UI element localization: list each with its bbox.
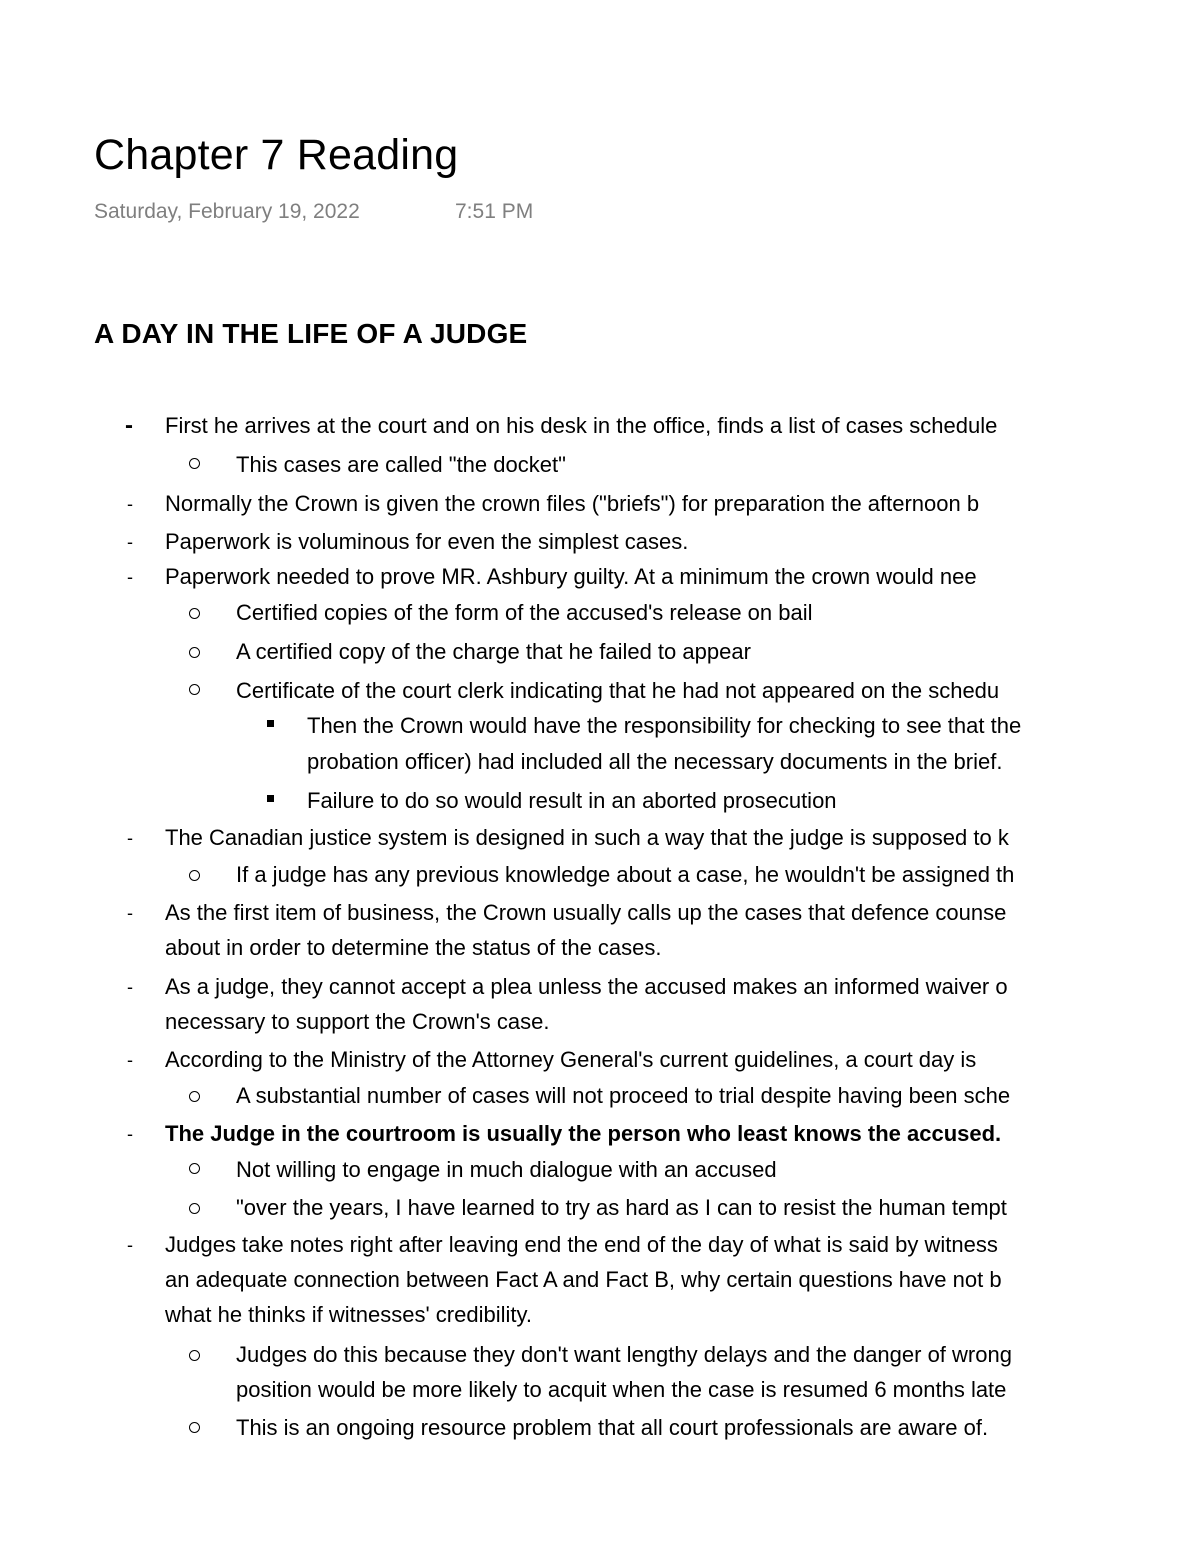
list-item: First he arrives at the court and on his desk in the office, finds a list of cases schedule [165,413,998,438]
list-item: As the first item of business, the Crown usually calls up the cases that defence counse [165,900,1007,925]
list-item: A certified copy of the charge that he failed to appear [236,639,751,664]
circle-bullet-icon [189,608,200,619]
list-item: Certified copies of the form of the accused's release on bail [236,600,813,625]
list-item-continuation: about in order to determine the status of the cases. [165,935,662,960]
circle-bullet-icon [189,1203,200,1214]
list-item: "over the years, I have learned to try as hard as I can to resist the human tempt [236,1195,1007,1220]
list-item: If a judge has any previous knowledge about a case, he wouldn't be assigned th [236,862,1015,887]
list-item-emphasis: The Judge in the courtroom is usually the person who least knows the accused. [165,1121,1002,1146]
dash-bullet-icon: - [127,828,133,848]
list-item: Judges take notes right after leaving end the end of the day of what is said by witness [165,1232,998,1257]
list-item: Normally the Crown is given the crown files ("briefs") for preparation the afternoon b [165,491,980,516]
list-item-continuation: position would be more likely to acquit when the case is resumed 6 months late [236,1377,1007,1402]
dash-bullet-icon: - [127,1050,133,1070]
square-bullet-icon [267,795,274,802]
list-item: The Canadian justice system is designed in such a way that the judge is supposed to k [165,825,1009,850]
dash-bullet-icon: - [127,1124,133,1144]
list-item: Failure to do so would result in an aborted prosecution [307,788,837,813]
circle-bullet-icon [189,1163,200,1174]
page-title: Chapter 7 Reading [94,131,459,179]
list-item: This is an ongoing resource problem that all court professionals are aware of. [236,1415,989,1440]
circle-bullet-icon [189,684,200,695]
list-item-continuation: probation officer) had included all the necessary documents in the brief. [307,749,1003,774]
dash-bullet-icon: - [127,1235,133,1255]
list-item: Paperwork is voluminous for even the simplest cases. [165,529,689,554]
page-time: 7:51 PM [455,200,534,223]
list-item: As a judge, they cannot accept a plea unless the accused makes an informed waiver o [165,974,1008,999]
section-heading: A DAY IN THE LIFE OF A JUDGE [94,318,528,349]
list-item: Paperwork needed to prove MR. Ashbury guilty. At a minimum the crown would nee [165,564,977,589]
page-date: Saturday, February 19, 2022 [94,200,360,223]
list-item: Certificate of the court clerk indicating that he had not appeared on the schedu [236,678,1000,703]
circle-bullet-icon [189,1091,200,1102]
circle-bullet-icon [189,647,200,658]
dash-bullet-icon: - [127,494,133,514]
list-item-continuation: an adequate connection between Fact A and Fact B, why certain questions have not b [165,1267,1002,1292]
dash-bullet-icon: - [127,567,133,587]
list-item: According to the Ministry of the Attorney General's current guidelines, a court day is [165,1047,977,1072]
dash-bullet-icon: - [127,977,133,997]
dash-bullet-icon: - [125,412,133,439]
list-item: Not willing to engage in much dialogue with an accused [236,1157,777,1182]
list-item: Then the Crown would have the responsibility for checking to see that the [307,713,1022,738]
list-item-continuation: necessary to support the Crown's case. [165,1009,550,1034]
circle-bullet-icon [189,870,200,881]
list-item: A substantial number of cases will not proceed to trial despite having been sche [236,1083,1011,1108]
circle-bullet-icon [189,1350,200,1361]
circle-bullet-icon [189,458,200,469]
list-item: This cases are called "the docket" [236,452,566,477]
list-item: Judges do this because they don't want lengthy delays and the danger of wrong [236,1342,1012,1367]
circle-bullet-icon [189,1422,200,1433]
dash-bullet-icon: - [127,532,133,552]
list-item-continuation: what he thinks if witnesses' credibility. [165,1302,532,1327]
square-bullet-icon [267,720,274,727]
dash-bullet-icon: - [127,903,133,923]
